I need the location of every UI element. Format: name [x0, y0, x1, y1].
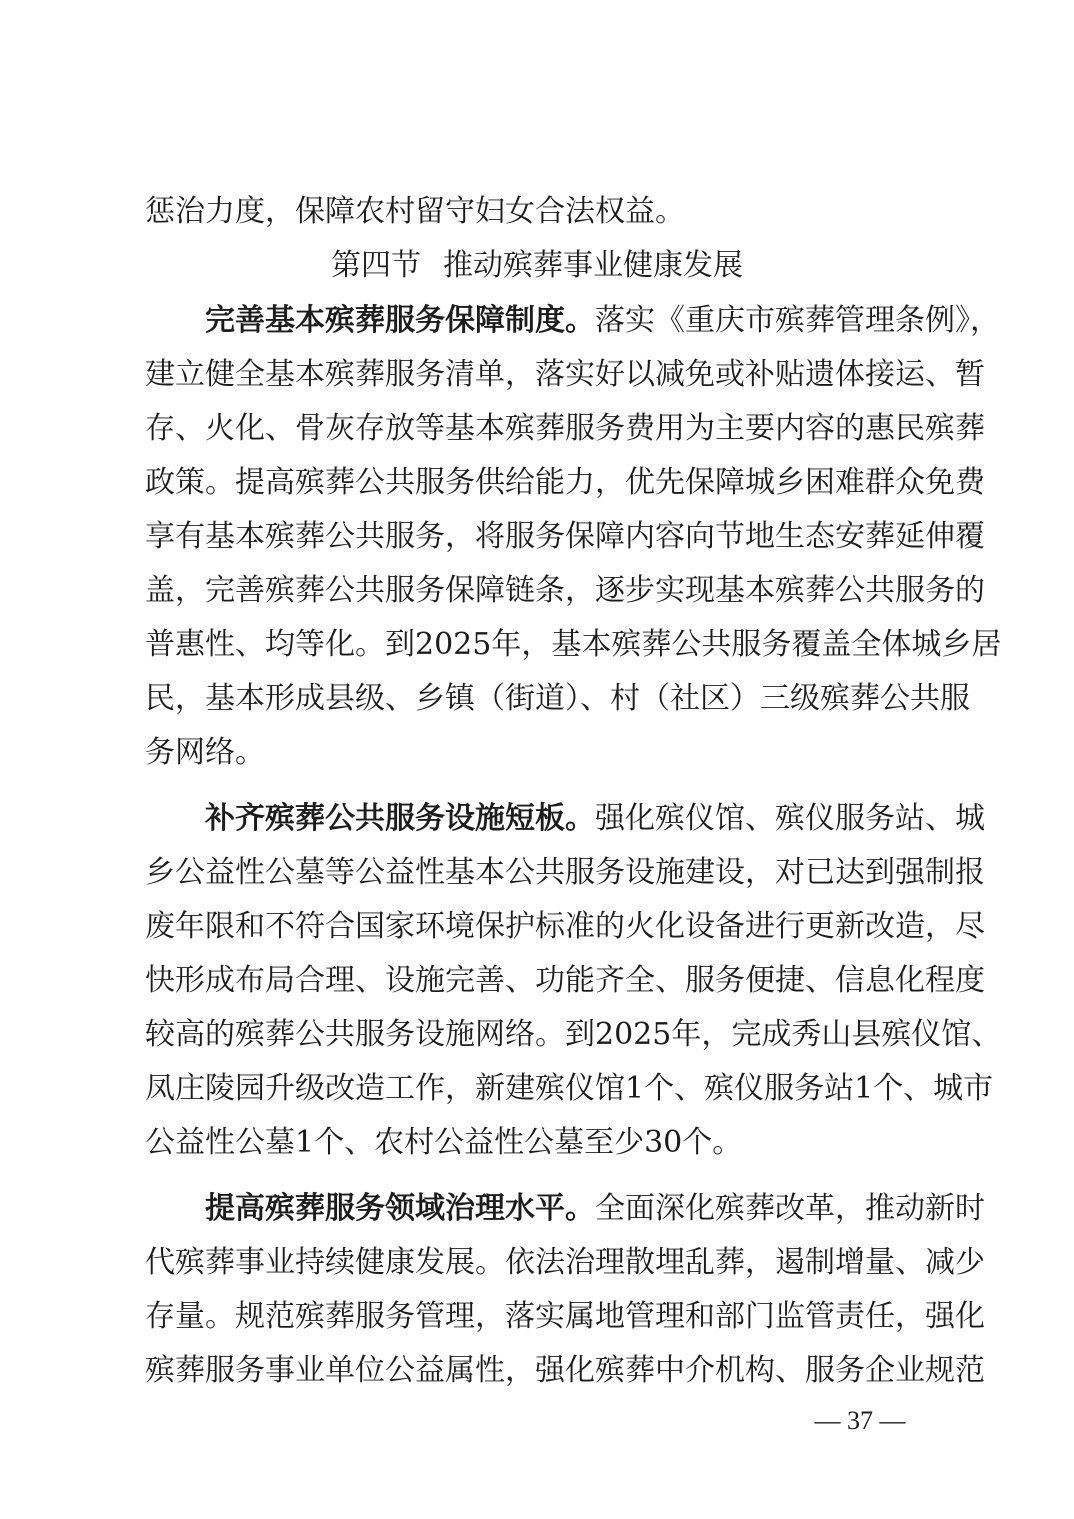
paragraph-line: 享有基本殡葬公共服务，将服务保障内容向节地生态安葬延伸覆 — [145, 519, 985, 554]
paragraph-line: 存量。规范殡葬服务管理，落实属地管理和部门监管责任，强化 — [145, 1299, 985, 1334]
paragraph-heading: 提高殡葬服务领域治理水平。 — [205, 1191, 595, 1226]
paragraph-line: 务网络。 — [145, 735, 265, 770]
paragraph-line: 快形成布局合理、设施完善、功能齐全、服务便捷、信息化程度 — [145, 963, 985, 998]
paragraph-line: 政策。提高殡葬公共服务供给能力，优先保障城乡困难群众免费 — [145, 465, 985, 500]
paragraph-line: 废年限和不符合国家环境保护标准的火化设备进行更新改造，尽 — [145, 909, 985, 944]
section-title-text: 推动殡葬事业健康发展 — [443, 248, 743, 283]
paragraph-heading: 补齐殡葬公共服务设施短板。 — [205, 801, 595, 836]
paragraph-first-line — [205, 800, 985, 838]
paragraph-line: 代殡葬事业持续健康发展。依法治理散埋乱葬，遏制增量、减少 — [145, 1245, 985, 1280]
paragraph-line: 普惠性、均等化。到2025年，基本殡葬公共服务覆盖全体城乡居 — [145, 627, 1002, 662]
paragraph-line: 凤庄陵园升级改造工作，新建殡仪馆1个、殡仪服务站1个、城市 — [145, 1071, 994, 1106]
paragraph-line: 存、火化、骨灰存放等基本殡葬服务费用为主要内容的惠民殡葬 — [145, 411, 985, 446]
paragraph-text: 落实《重庆市殡葬管理条例》， — [595, 303, 1000, 338]
paragraph-line: 乡公益性公墓等公益性基本公共服务设施建设，对已达到强制报 — [145, 855, 985, 890]
paragraph-line: 盖，完善殡葬公共服务保障链条，逐步实现基本殡葬公共服务的 — [145, 573, 985, 608]
section-number: 第四节 — [331, 248, 421, 283]
paragraph-first-line — [205, 1190, 985, 1228]
paragraph-line: 殡葬服务事业单位公益属性，强化殡葬中介机构、服务企业规范 — [145, 1353, 985, 1388]
paragraph-line: 民，基本形成县级、乡镇（街道）、村（社区）三级殡葬公共服 — [145, 681, 970, 716]
section-heading — [0, 247, 1074, 285]
paragraph-line: 建立健全基本殡葬服务清单，落实好以减免或补贴遗体接运、暂 — [145, 357, 985, 392]
paragraph-line: 较高的殡葬公共服务设施网络。到2025年，完成秀山县殡仪馆、 — [145, 1017, 1002, 1052]
paragraph-text: 强化殡仪馆、殡仪服务站、城 — [595, 801, 985, 836]
paragraph-heading: 完善基本殡葬服务保障制度。 — [205, 303, 595, 338]
paragraph-first-line — [205, 302, 1000, 340]
page-number: — 37 — — [814, 1406, 906, 1435]
paragraph-text: 全面深化殡葬改革，推动新时 — [595, 1191, 985, 1226]
paragraph-line: 公益性公墓1个、农村公益性公墓至少30个。 — [145, 1125, 743, 1160]
paragraph-line: 惩治力度，保障农村留守妇女合法权益。 — [145, 194, 685, 229]
